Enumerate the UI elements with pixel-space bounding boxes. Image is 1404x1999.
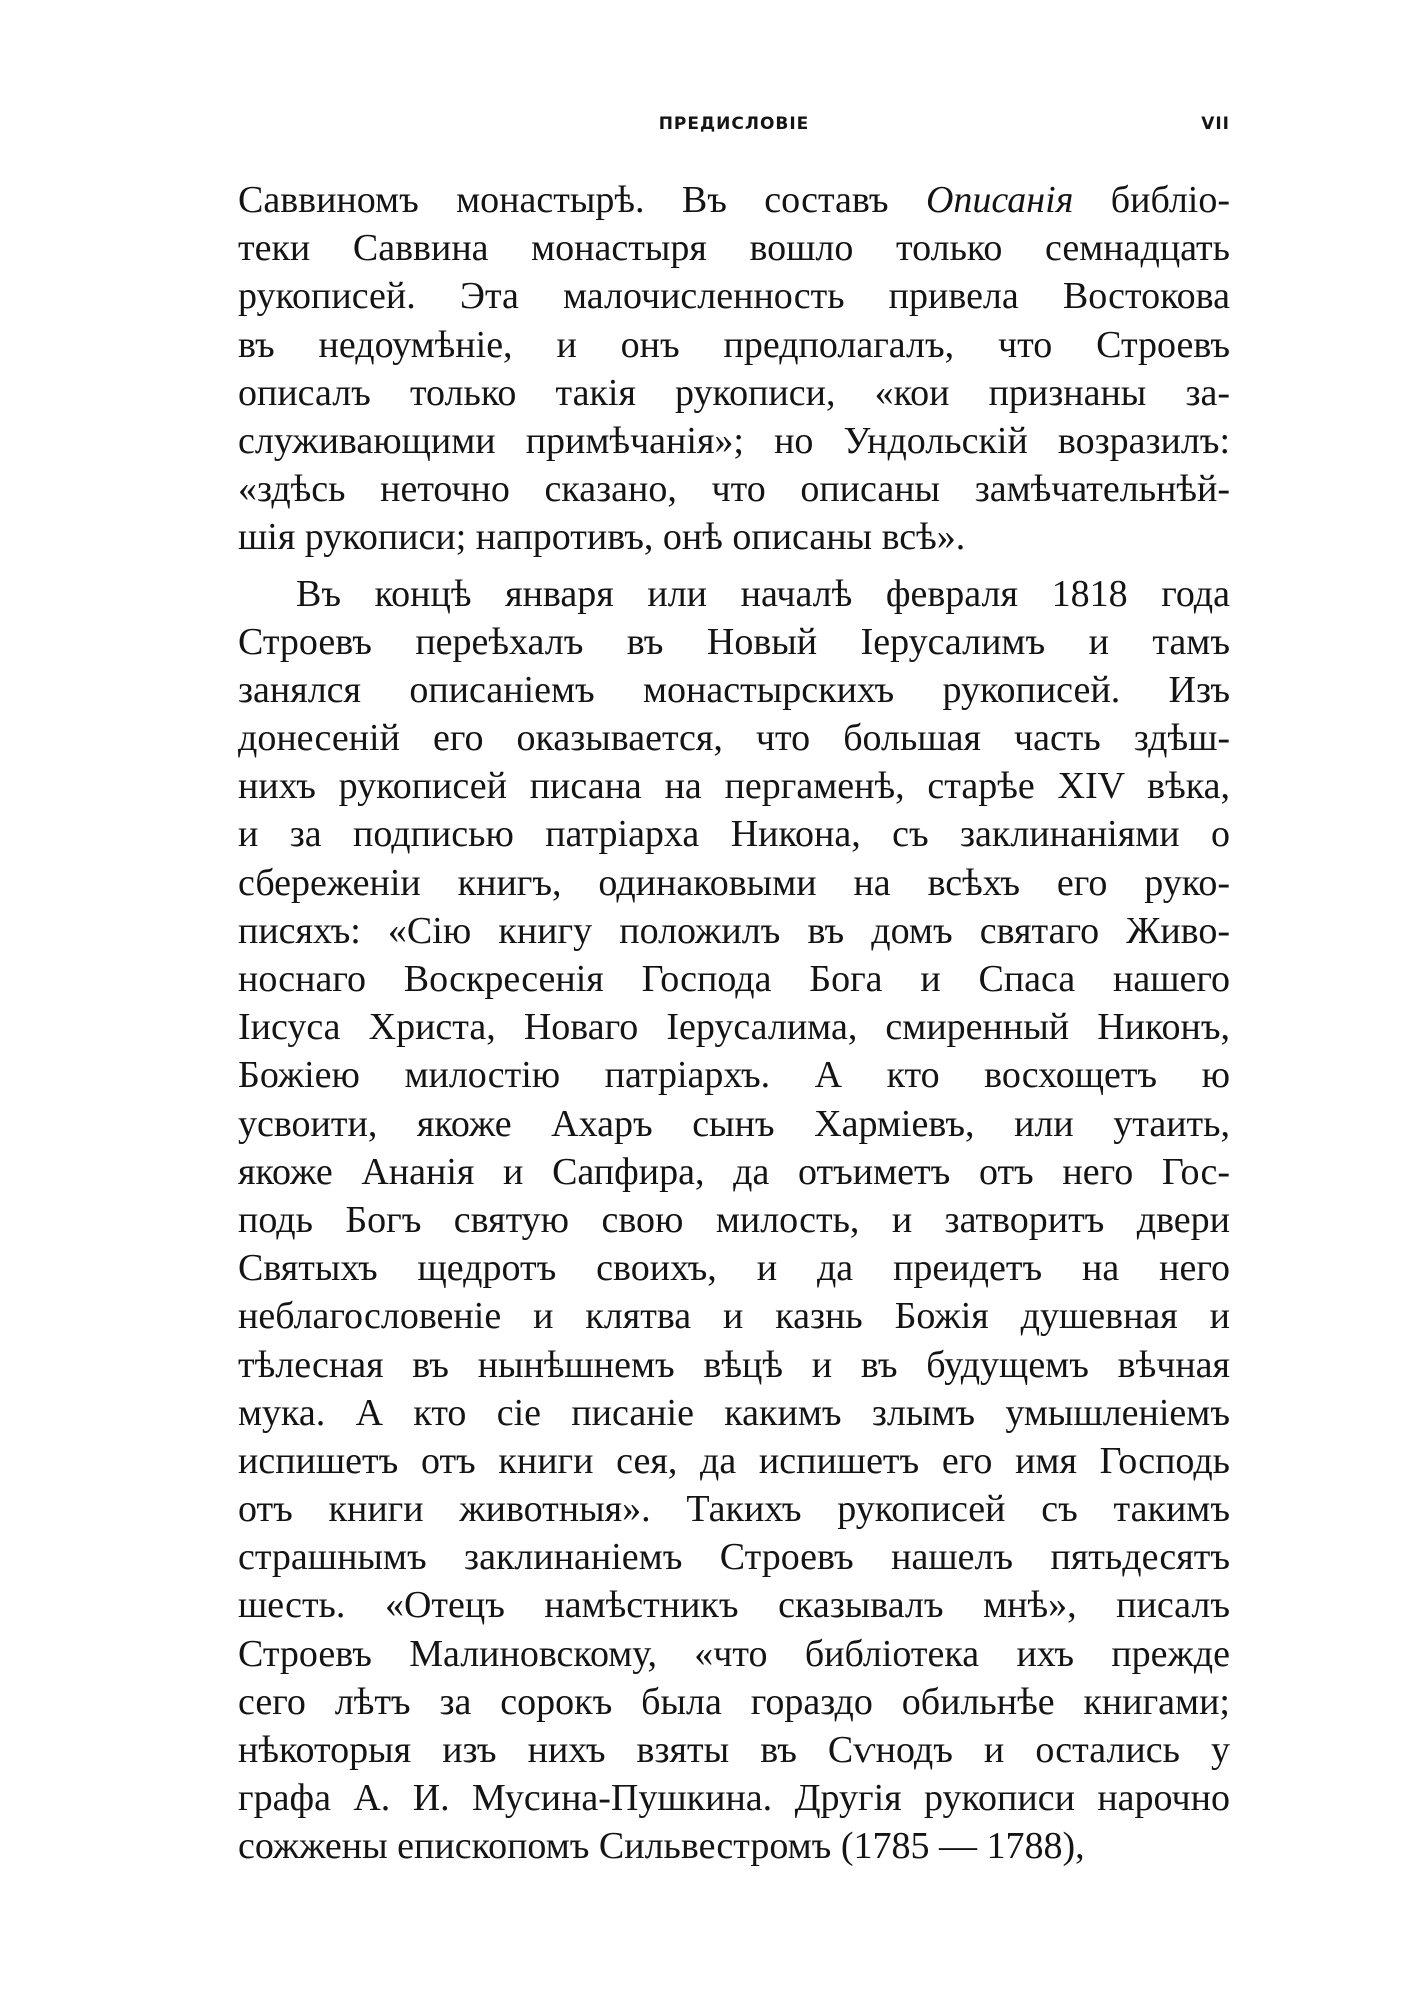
text-line (238, 666, 1230, 714)
text-line (238, 1051, 1230, 1099)
text-segment: Святыхъ щедротъ своихъ, и да преидетъ на него (238, 1247, 1230, 1290)
text-segment: сбереженіи книгъ, одинаковыми на всѣхъ его руко- (238, 861, 1230, 904)
text-segment: нихъ рукописей писана на пергаменѣ, старѣе XIV вѣка, (238, 765, 1230, 808)
page-header (238, 114, 1230, 144)
text-line (238, 810, 1230, 858)
text-segment: отъ книги животныя». Такихъ рукописей съ такимъ (238, 1488, 1230, 1531)
running-head: ПРЕДИСЛОВІЕ (658, 114, 810, 134)
text-line (238, 1630, 1230, 1678)
text-line (238, 1533, 1230, 1581)
text-segment: Строевъ переѣхалъ въ Новый Іерусалимъ и тамъ (238, 620, 1230, 663)
text-line (238, 1678, 1230, 1726)
text-line (238, 714, 1230, 762)
text-line (238, 369, 1230, 417)
text-segment: Божіею милостію патріархъ. А кто восхощетъ ю (238, 1054, 1230, 1097)
text-line (238, 570, 1230, 618)
text-line (238, 1341, 1230, 1389)
page-body (238, 176, 1230, 1871)
text-line (238, 1485, 1230, 1533)
text-segment: страшнымъ заклинаніемъ Строевъ нашелъ пятьдесятъ (238, 1536, 1230, 1579)
text-segment: усвоити, якоже Ахаръ сынъ Харміевъ, или утаить, (238, 1102, 1230, 1145)
text-line (238, 1437, 1230, 1485)
text-segment: и за подписью патріарха Никона, съ заклинаніями о (238, 813, 1230, 856)
text-line (238, 1581, 1230, 1629)
page-number: VII (1201, 114, 1230, 134)
text-line (238, 955, 1230, 1003)
text-segment: описалъ только такія рукописи, «кои признаны за- (238, 371, 1230, 414)
paragraph-gap (238, 562, 1230, 570)
text-segment: въ недоумѣніе, и онъ предполагалъ, что Строевъ (238, 323, 1230, 366)
text-line (238, 1100, 1230, 1148)
text-line (238, 1726, 1230, 1774)
text-line (238, 1148, 1230, 1196)
text-line (238, 272, 1230, 320)
text-line (238, 762, 1230, 810)
text-segment: библіо- (1073, 179, 1231, 221)
text-segment: носнаго Воскресенія Господа Бога и Спаса нашего (238, 958, 1230, 1000)
text-segment: мука. А кто сіе писаніе какимъ злымъ умышленіемъ (238, 1391, 1230, 1434)
text-segment: Въ концѣ января или началѣ февраля 1818 года (296, 572, 1230, 615)
text-line (238, 618, 1230, 666)
text-segment: сего лѣтъ за сорокъ была гораздо обильнѣе книгами; (238, 1680, 1230, 1723)
text-line (238, 1822, 1230, 1870)
text-line (238, 417, 1230, 465)
italic-title: Описанія (925, 179, 1074, 221)
text-segment: испишетъ отъ книги сея, да испишетъ его имя Господь (238, 1439, 1230, 1482)
text-line (238, 1003, 1230, 1051)
text-segment: «здѣсь неточно сказано, что описаны замѣчательнѣй- (238, 468, 1230, 511)
text-segment: неблагословеніе и клятва и казнь Божія душевная и (238, 1295, 1230, 1338)
text-segment: графа А. И. Мусина-Пушкина. Другія рукописи нарочно (238, 1777, 1230, 1820)
text-line (238, 1774, 1230, 1822)
text-line (238, 1244, 1230, 1292)
text-line (238, 176, 1230, 224)
text-segment: подь Богъ святую свою милость, и затворитъ двери (238, 1198, 1230, 1241)
text-segment: шія рукописи; напротивъ, онѣ описаны всѣ». (238, 516, 966, 559)
text-segment: нѣкоторыя изъ нихъ взяты въ Сѵнодъ и остались у (238, 1729, 1230, 1771)
text-line (238, 1389, 1230, 1437)
text-segment: рукописей. Эта малочисленность привела Востокова (238, 275, 1230, 318)
text-segment: Строевъ Малиновскому, «что библіотека ихъ прежде (238, 1632, 1230, 1675)
text-segment: сожжены епископомъ Сильвестромъ (1785 — 1788), (238, 1825, 1085, 1868)
text-segment: теки Саввина монастыря вошло только семнадцать (238, 227, 1230, 270)
text-line (238, 321, 1230, 369)
text-segment: Саввиномъ монастырѣ. Въ составъ (238, 179, 926, 221)
text-line (238, 859, 1230, 907)
text-segment: донесеній его оказывается, что большая часть здѣш- (238, 717, 1230, 760)
text-segment: служивающими примѣчанія»; но Ундольскій возразилъ: (238, 419, 1230, 462)
text-line (238, 1196, 1230, 1244)
text-segment: Іисуса Христа, Новаго Іерусалима, смиренный Никонъ, (238, 1006, 1230, 1049)
text-line (238, 907, 1230, 955)
text-segment: шесть. «Отецъ намѣстникъ сказывалъ мнѣ», писалъ (238, 1584, 1230, 1627)
text-line (238, 513, 1230, 561)
text-line (238, 465, 1230, 513)
text-segment: писяхъ: «Сію книгу положилъ въ домъ святаго Живо- (238, 909, 1230, 952)
text-line (238, 224, 1230, 272)
text-line (238, 1292, 1230, 1340)
text-segment: якоже Ананія и Сапфира, да отъиметъ отъ него Гос- (238, 1150, 1230, 1193)
text-segment: занялся описаніемъ монастырскихъ рукописей. Изъ (238, 668, 1230, 711)
text-segment: тѣлесная въ нынѣшнемъ вѣцѣ и въ будущемъ вѣчная (238, 1343, 1230, 1386)
